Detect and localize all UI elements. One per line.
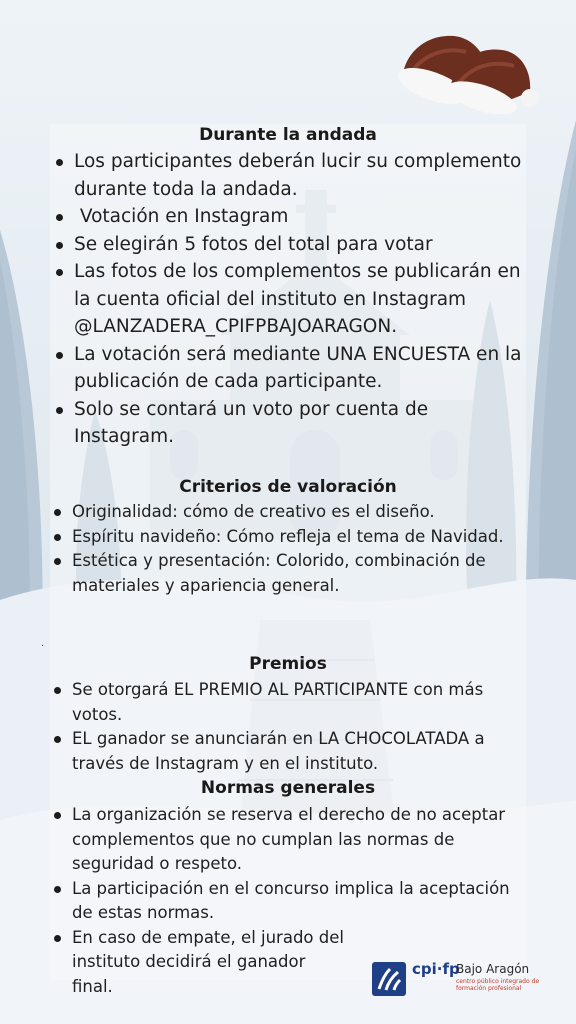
list-item: Las fotos de los complementos se publicarán en la cuenta oficial del instituto en Instagram @LANZADERA_CPIFPBAJOARAGON.: [52, 258, 524, 341]
list-item: Se elegirán 5 fotos del total para votar: [52, 231, 524, 259]
list-item: En caso de empate, el jurado del instituto decidirá el ganador final.: [50, 926, 350, 1000]
list-item: La participación en el concurso implica la aceptación de estas normas.: [50, 877, 526, 926]
list-item: Originalidad: cómo de creativo es el diseño.: [50, 500, 526, 525]
criterios-list: [50, 500, 526, 598]
list-item: Solo se contará un voto por cuenta de Instagram.: [52, 396, 524, 451]
list-item: Estética y presentación: Colorido, combinación de materiales y apariencia general.: [50, 549, 526, 598]
institute-logo: [372, 958, 540, 998]
list-item: Se otorgará EL PREMIO AL PARTICIPANTE con más votos.: [50, 678, 526, 727]
section-heading-normas: Normas generales: [200, 778, 376, 798]
stray-mark: .: [41, 638, 45, 649]
list-item: La votación será mediante UNA ENCUESTA en la publicación de cada participante.: [52, 341, 524, 396]
section-heading-andada: Durante la andada: [199, 125, 377, 145]
logo-cpifp: cpi·fp: [412, 960, 460, 978]
section-heading-criterios: Criterios de valoración: [179, 477, 397, 497]
logo-subtitle: centro público integrado de formación profesional: [456, 978, 540, 992]
santa-hats-icon: [392, 22, 542, 114]
list-item: Votación en Instagram: [52, 203, 524, 231]
list-item: EL ganador se anunciarán en LA CHOCOLATADA a través de Instagram y en el instituto.: [50, 727, 526, 776]
premios-list: [50, 678, 526, 776]
logo-place: Bajo Aragón: [456, 962, 530, 976]
section-heading-premios: Premios: [249, 654, 327, 674]
list-item: Espíritu navideño: Cómo refleja el tema de Navidad.: [50, 525, 526, 550]
logo-mark-icon: [372, 962, 406, 996]
list-item: La organización se reserva el derecho de no aceptar complementos que no cumplan las normas de seguridad o respeto.: [50, 803, 526, 877]
andada-list: [52, 148, 524, 451]
list-item: Los participantes deberán lucir su complemento durante toda la andada.: [52, 148, 524, 203]
